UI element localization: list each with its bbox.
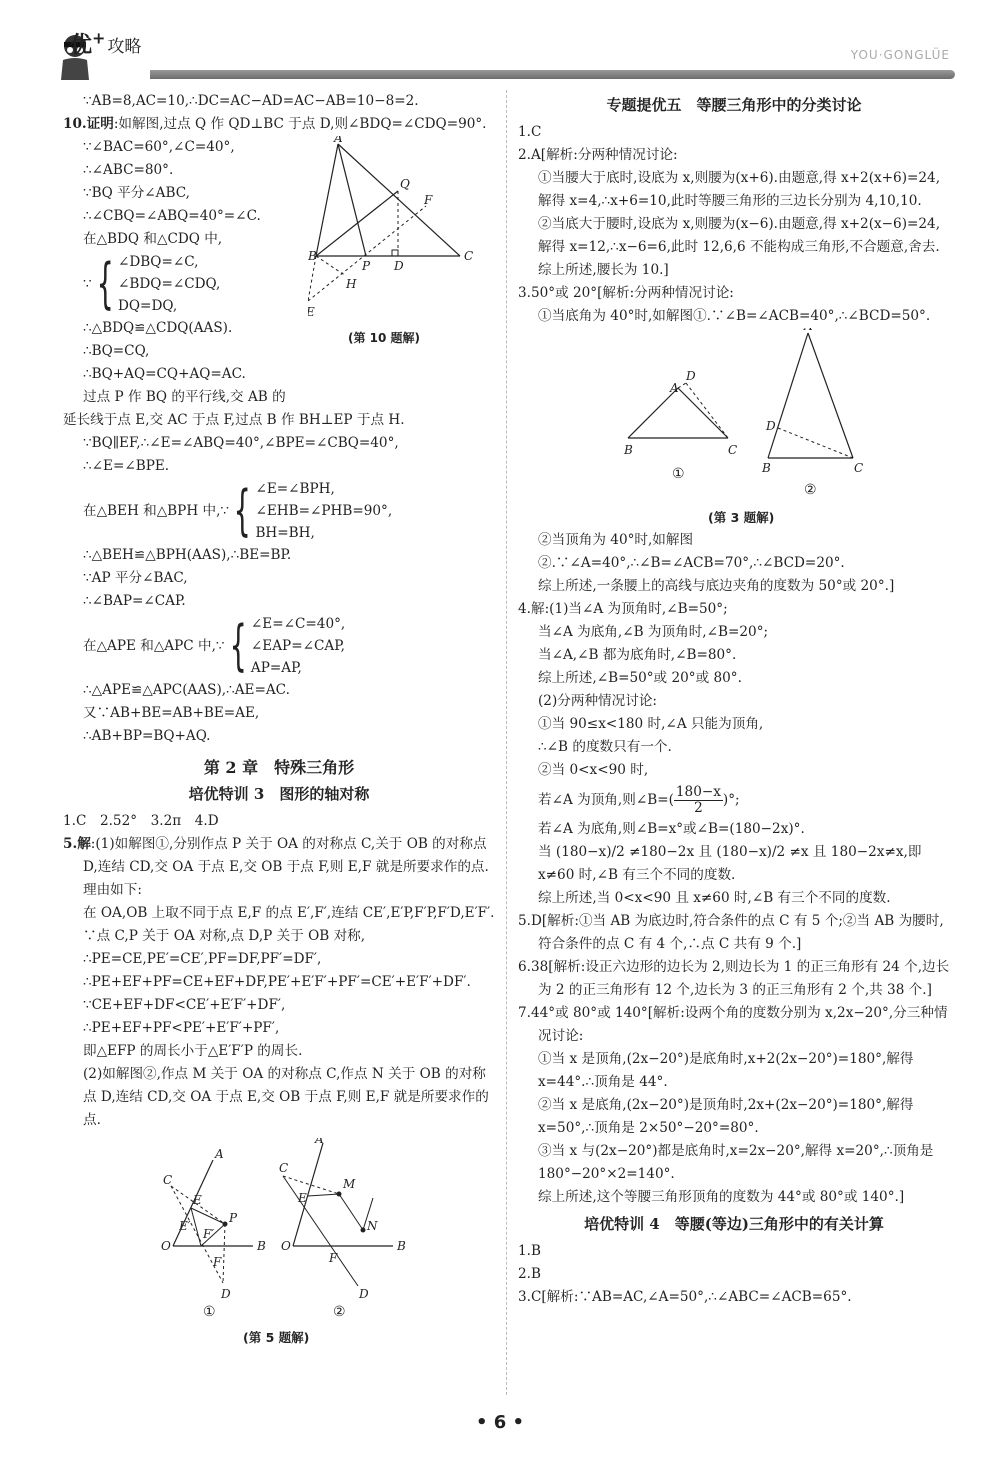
q5-intro: 5.解:(1)如解图①,分别作点 P 关于 OA 的对称点 C,关于 OB 的对称点 D,连结 CD,交 OA 于点 E,交 OB 于点 F,则 E,F 就是所要求作的点.理由如下: bbox=[63, 836, 489, 898]
svg-text:B: B bbox=[624, 443, 633, 457]
svg-text:Q: Q bbox=[400, 177, 410, 191]
svg-text:P: P bbox=[362, 259, 371, 273]
q6-answer: 6.38[解析:设正六边形的边长为 2,则边长为 1 的正三角形有 24 个,边长为 2 的正三角形有 12 个,边长为 3 的正三角形有 2 个,共 38 个.] bbox=[518, 959, 950, 998]
fig3-label-1: ① bbox=[672, 466, 685, 482]
fig10-caption: (第 10 题解) bbox=[348, 331, 421, 345]
page-number: • 6 • bbox=[475, 1412, 525, 1433]
q3-line: ①当底角为 40°时,如解图①.∵∠B=∠ACB=40°,∴∠BCD=50°. bbox=[538, 308, 931, 324]
q4-fraction-line: 若∠A 为顶角,则∠B=( $\frac{180-x}{2}$ )°; bbox=[538, 784, 740, 816]
q4-line: ②当 0<x<90 时, bbox=[538, 762, 649, 778]
brand-logo: 优+ 攻略 bbox=[70, 28, 142, 58]
svg-text:E bbox=[308, 305, 315, 319]
topic-title: 专题提优五 等腰三角形中的分类讨论 bbox=[606, 96, 862, 114]
text-line: ∵AP 平分∠BAC, bbox=[83, 570, 188, 586]
figure-q10 bbox=[308, 136, 495, 409]
training3-title: 培优特训 3 图形的轴对称 bbox=[188, 785, 370, 803]
q7-line: ②当 x 是底角,(2x−20°)是顶角时,2x+(2x−20°)=180°,解得 x=50°,∴顶角是 2×50°−20°=80°. bbox=[538, 1097, 914, 1136]
brace-system-2: 在△BEH 和△BPH 中, ∵ { ∠E=∠BPH, ∠EHB=∠PHB=90°, BH=BH, bbox=[83, 479, 393, 542]
t4-answer: 1.B bbox=[518, 1243, 541, 1259]
q4-line: 当∠A 为底角,∠B 为顶角时,∠B=20°; bbox=[538, 624, 769, 640]
text-line: ∴∠E=∠BPE. bbox=[83, 458, 170, 474]
q5-answer: 5.D[解析:①当 AB 为底边时,符合条件的点 C 有 5 个;②当 AB 为腰时,符合条件的点 C 有 4 个,∴点 C 共有 9 个.] bbox=[518, 913, 944, 952]
svg-text:F: F bbox=[329, 1251, 338, 1265]
text-line: (2)如解图②,作点 M 关于 OA 的对称点 C,作点 N 关于 OB 的对称点 D,连结 CD,交 OA 于点 E,交 OB 于点 F,则 E,F 就是所要求作的点. bbox=[83, 1066, 489, 1128]
text-line: ∴∠ABC=80°. bbox=[83, 162, 174, 178]
training4-title: 培优特训 4 等腰(等边)三角形中的有关计算 bbox=[584, 1215, 884, 1233]
q4-line: 4.解:(1)当∠A 为顶角时,∠B=50°; bbox=[518, 601, 728, 617]
text-line: 延长线于点 E,交 AC 于点 F,过点 B 作 BH⊥EP 于点 H. bbox=[63, 412, 405, 428]
svg-text:D: D bbox=[766, 419, 776, 433]
svg-text:A: A bbox=[315, 1138, 324, 1146]
fig5-label-2: ② bbox=[333, 1304, 346, 1318]
svg-text:A bbox=[803, 328, 813, 333]
brace-line: AP=AP, bbox=[250, 660, 302, 676]
fig5-label-1: ① bbox=[203, 1304, 216, 1318]
q10-block bbox=[63, 136, 495, 409]
q3-line: 3.50°或 20°[解析:分两种情况讨论: bbox=[518, 285, 734, 301]
brace-system-3: 在△APE 和△APC 中, ∵ { ∠E=∠C=40°, ∠EAP=∠CAP, AP=AP, bbox=[83, 614, 346, 677]
svg-text:F: F bbox=[424, 193, 433, 207]
svg-text:E: E bbox=[298, 1191, 307, 1205]
answers-1-4: 1.C 2.52° 3.2π 4.D bbox=[63, 813, 219, 829]
brace-line: ∠E=∠BPH, bbox=[255, 481, 335, 497]
brace-line: ∠DBQ=∠C, bbox=[118, 254, 199, 270]
svg-text:F′: F′ bbox=[203, 1227, 215, 1241]
svg-text:A: A bbox=[215, 1147, 224, 1161]
brace-line: ∠E=∠C=40°, bbox=[250, 616, 346, 632]
column-divider bbox=[506, 90, 507, 1395]
svg-text:E: E bbox=[193, 1193, 202, 1207]
text-line: ∴PE=CE,PE′=CE′,PF=DF,PF′=DF′, bbox=[83, 951, 322, 967]
q2-line: ②当底大于腰时,设底为 x,则腰为(x−6).由题意,得 x+2(x−6)=24,解得 x=12,∴x−6=6,此时 12,6,6 不能构成三角形,不合题意,舍去. bbox=[538, 216, 941, 255]
brace-line: BH=BH, bbox=[255, 525, 315, 541]
brace-line: DQ=DQ, bbox=[118, 298, 178, 314]
svg-text:D: D bbox=[221, 1287, 231, 1301]
svg-text:C: C bbox=[464, 249, 474, 263]
svg-text:O: O bbox=[281, 1239, 291, 1253]
figure-q3 bbox=[618, 328, 950, 529]
brace-line: ∠EAP=∠CAP, bbox=[250, 638, 345, 654]
svg-text:H: H bbox=[346, 277, 357, 291]
chapter-title: 第 2 章 特殊三角形 bbox=[203, 758, 355, 777]
q4-line: (2)分两种情况讨论: bbox=[538, 693, 657, 709]
q2-line: 2.A[解析:分两种情况讨论: bbox=[518, 147, 678, 163]
svg-text:B: B bbox=[397, 1239, 406, 1253]
svg-text:O: O bbox=[161, 1239, 171, 1253]
svg-text:C: C bbox=[728, 443, 738, 457]
right-column bbox=[518, 90, 950, 1309]
text-line: ∵点 C,P 关于 OA 对称,点 D,P 关于 OB 对称, bbox=[83, 928, 366, 944]
text-line: ∵BQ∥EF,∴∠E=∠ABQ=40°,∠BPE=∠CBQ=40°, bbox=[83, 435, 399, 451]
q4-line: ∴∠B 的度数只有一个. bbox=[538, 739, 672, 755]
figure-q5 bbox=[153, 1138, 495, 1349]
q4-line: ①当 90≤x<180 时,∠A 只能为顶角, bbox=[538, 716, 764, 732]
text-line: ∵CE+EF+DF<CE′+E′F′+DF′, bbox=[83, 997, 286, 1013]
q7-line: ①当 x 是顶角,(2x−20°)是底角时,x+2(2x−20°)=180°,解得 x=44°.∴顶角是 44°. bbox=[538, 1051, 914, 1090]
svg-text:A: A bbox=[334, 136, 343, 145]
fig3-label-2: ② bbox=[804, 482, 817, 498]
text-line: 又∵AB+BE=AB+BE=AE, bbox=[83, 705, 260, 721]
text-line: ∴BQ=CQ, bbox=[83, 343, 150, 359]
text-line: ∴PE+EF+PF<PE′+E′F′+PF′, bbox=[83, 1020, 280, 1036]
text-line: ∴∠CBQ=∠ABQ=40°=∠C. bbox=[83, 208, 261, 224]
svg-text:E′: E′ bbox=[179, 1219, 191, 1233]
svg-text:N: N bbox=[367, 1219, 378, 1233]
text-line: ∴△BDQ≌△CDQ(AAS). bbox=[83, 320, 233, 336]
svg-text:D: D bbox=[359, 1287, 369, 1301]
brace-system-1: ∵ { ∠DBQ=∠C, ∠BDQ=∠CDQ, DQ=DQ, bbox=[83, 252, 221, 315]
fig5-caption: (第 5 题解) bbox=[243, 1330, 310, 1345]
svg-text:B: B bbox=[762, 461, 771, 475]
q2-line: 综上所述,腰长为 10.] bbox=[538, 262, 669, 278]
text-line: ∴∠BAP=∠CAP. bbox=[83, 593, 186, 609]
text-line: ∴AB+BP=BQ+AQ. bbox=[83, 728, 211, 744]
text-line: 在△BDQ 和△CDQ 中, bbox=[83, 231, 223, 247]
q3-line: 综上所述,一条腰上的高线与底边夹角的度数为 50°或 20°.] bbox=[538, 578, 895, 594]
text-line: 即△EFP 的周长小于△E′F′P 的周长. bbox=[83, 1043, 303, 1059]
q7-line: 7.44°或 80°或 140°[解析:设两个角的度数分别为 x,2x−20°,分三种情况讨论: bbox=[518, 1005, 948, 1044]
text-line: ∴△BEH≌△BPH(AAS),∴BE=BP. bbox=[83, 547, 292, 563]
q10-intro: 10.证明:如解图,过点 Q 作 QD⊥BC 于点 D,则∠BDQ=∠CDQ=90°. bbox=[63, 116, 487, 132]
q2-line: ①当腰大于底时,设底为 x,则腰为(x+6).由题意,得 x+2(x+6)=24,解得 x=4,∴x+6=10,此时等腰三角形的三边长分别为 4,10,10. bbox=[538, 170, 941, 209]
svg-text:A: A bbox=[670, 381, 679, 395]
svg-text:M: M bbox=[343, 1177, 356, 1191]
text-line: 过点 P 作 BQ 的平行线,交 AB 的 bbox=[83, 389, 286, 405]
q1-answer: 1.C bbox=[518, 124, 542, 140]
text-line: ∴PE+EF+PF=CE+EF+DF,PE′+E′F′+PF′=CE′+E′F′+DF′. bbox=[83, 974, 471, 990]
t4-answer: 3.C[解析:∵AB=AC,∠A=50°,∴∠ABC=∠ACB=65°. bbox=[518, 1289, 852, 1305]
svg-text:F: F bbox=[213, 1255, 222, 1269]
header-bar bbox=[150, 70, 955, 79]
q4-line: 当 (180−x)/2 ≠180−2x 且 (180−x)/2 ≠x 且 180−2x≠x,即 x≠60 时,∠B 有三个不同的度数. bbox=[538, 844, 922, 883]
q4-line: 综上所述,当 0<x<90 且 x≠60 时,∠B 有三个不同的度数. bbox=[538, 890, 891, 906]
text-line: ∵BQ 平分∠ABC, bbox=[83, 185, 190, 201]
t4-answer: 2.B bbox=[518, 1266, 541, 1282]
svg-text:D: D bbox=[394, 259, 404, 273]
brace-line: ∠EHB=∠PHB=90°, bbox=[255, 503, 393, 519]
q3-line: ②当顶角为 40°时,如解图②.∵∠A=40°,∴∠B=∠ACB=70°,∴∠BCD=20°. bbox=[538, 532, 845, 571]
svg-text:B: B bbox=[257, 1239, 266, 1253]
svg-text:D: D bbox=[686, 369, 696, 383]
q7-line: 综上所述,这个等腰三角形顶角的度数为 44°或 80°或 140°.] bbox=[538, 1189, 905, 1205]
q4-line: 综上所述,∠B=50°或 20°或 80°. bbox=[538, 670, 742, 686]
q7-line: ③当 x 与(2x−20°)都是底角时,x=2x−20°,解得 x=20°,∴顶角是 180°−20°×2=140°. bbox=[538, 1143, 934, 1182]
svg-text:C: C bbox=[854, 461, 864, 475]
q4-line: 若∠A 为底角,则∠B=x°或∠B=(180−2x)°. bbox=[538, 821, 805, 837]
brace-line: ∠BDQ=∠CDQ, bbox=[118, 276, 221, 292]
svg-text:C: C bbox=[279, 1161, 289, 1175]
text-line: ∵∠BAC=60°,∠C=40°, bbox=[83, 139, 235, 155]
text-line: ∴△APE≌△APC(AAS),∴AE=AC. bbox=[83, 682, 290, 698]
q4-line: 当∠A,∠B 都为底角时,∠B=80°. bbox=[538, 647, 737, 663]
brand-english: YOU·GONGLÜE bbox=[850, 48, 950, 62]
fig3-caption: (第 3 题解) bbox=[708, 510, 775, 525]
text-line: ∵AB=8,AC=10,∴DC=AC−AD=AC−AB=10−8=2. bbox=[83, 93, 419, 109]
page-header bbox=[0, 0, 1000, 92]
svg-text:B: B bbox=[308, 249, 317, 263]
text-line: 在 OA,OB 上取不同于点 E,F 的点 E′,F′,连结 CE′,E′P,F′P,F′D,E′F′. bbox=[83, 905, 495, 921]
svg-text:P: P bbox=[229, 1211, 238, 1225]
svg-text:C: C bbox=[163, 1173, 173, 1187]
text-line: ∴BQ+AQ=CQ+AQ=AC. bbox=[83, 366, 246, 382]
left-column bbox=[63, 90, 495, 1349]
